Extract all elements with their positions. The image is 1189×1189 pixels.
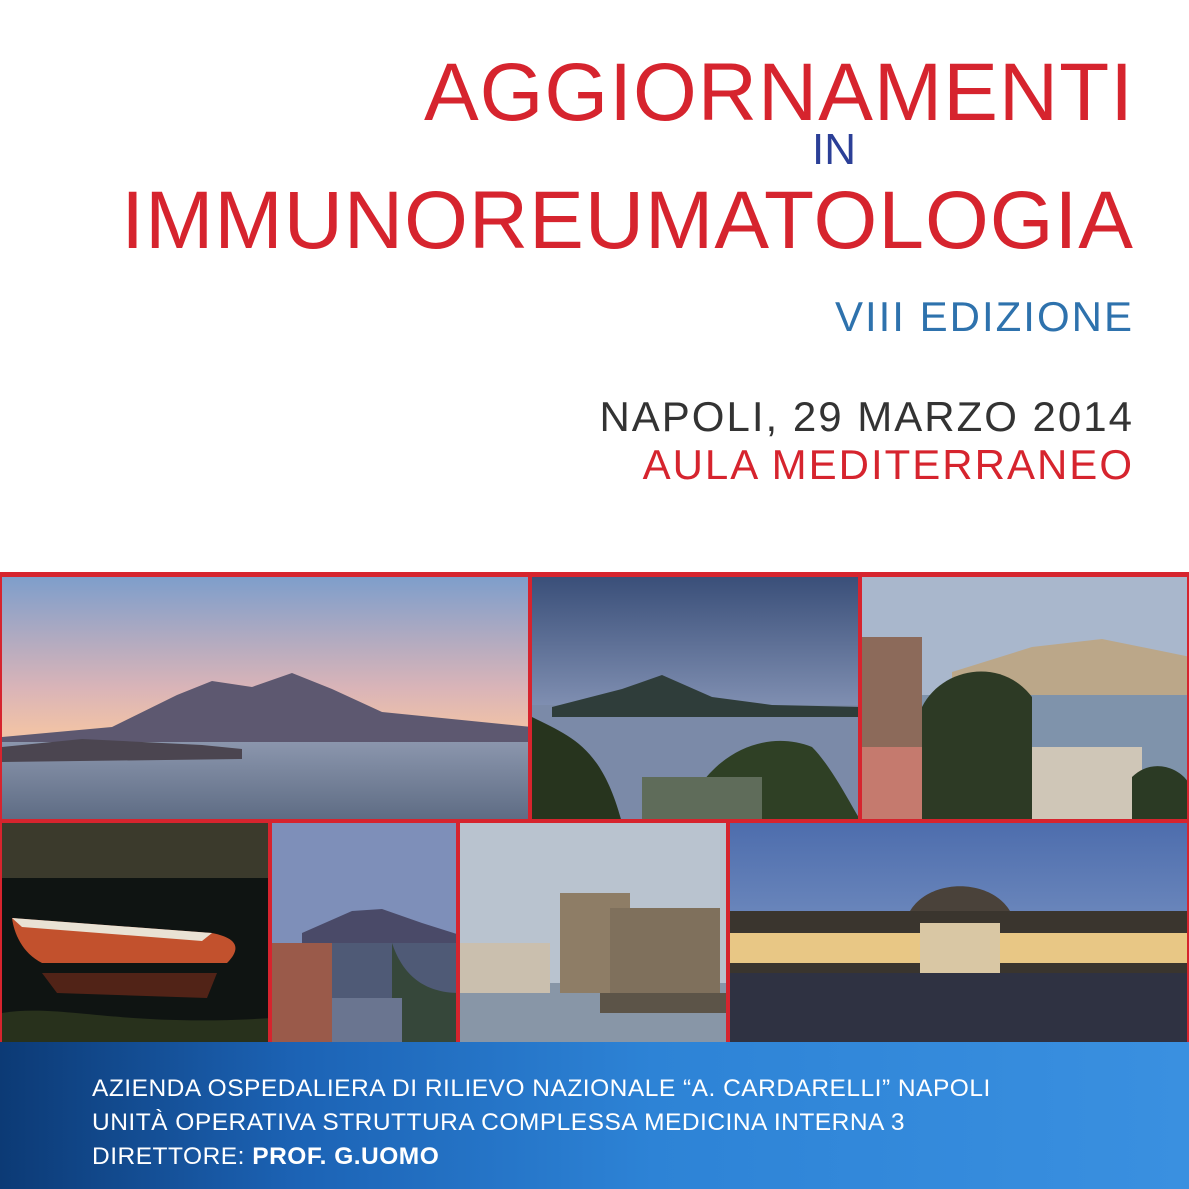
photo-bay-clouds bbox=[530, 575, 860, 821]
director-label: DIRETTORE: bbox=[92, 1143, 245, 1170]
event-venue: AULA MEDITERRANEO bbox=[642, 441, 1134, 488]
photo-piazza-plebiscito bbox=[728, 821, 1189, 1045]
edition-label: VIII EDIZIONE bbox=[834, 293, 1134, 340]
title-line-1: AGGIORNAMENTI bbox=[423, 47, 1134, 138]
photo-gallery bbox=[0, 572, 1189, 1045]
footer-director bbox=[92, 1145, 439, 1170]
title-line-3: IMMUNOREUMATOLOGIA bbox=[121, 175, 1134, 266]
photo-castel-dell-ovo bbox=[458, 821, 728, 1045]
photo-red-boat bbox=[0, 821, 270, 1045]
director-name: PROF. G.UOMO bbox=[252, 1143, 440, 1170]
photo-coast-villas bbox=[860, 575, 1189, 821]
event-date-place: NAPOLI, 29 MARZO 2014 bbox=[599, 393, 1134, 440]
photo-vesuvius-harbor bbox=[270, 821, 458, 1045]
footer-department: UNITÀ OPERATIVA STRUTTURA COMPLESSA MEDICINA INTERNA 3 bbox=[92, 1109, 905, 1136]
footer-band bbox=[0, 1042, 1189, 1189]
title-line-2: IN bbox=[812, 125, 856, 174]
header bbox=[0, 0, 1189, 520]
photo-vesuvius-sunset bbox=[0, 575, 530, 821]
footer-hospital-name: AZIENDA OSPEDALIERA DI RILIEVO NAZIONALE “A. CARDARELLI” NAPOLI bbox=[92, 1075, 991, 1102]
